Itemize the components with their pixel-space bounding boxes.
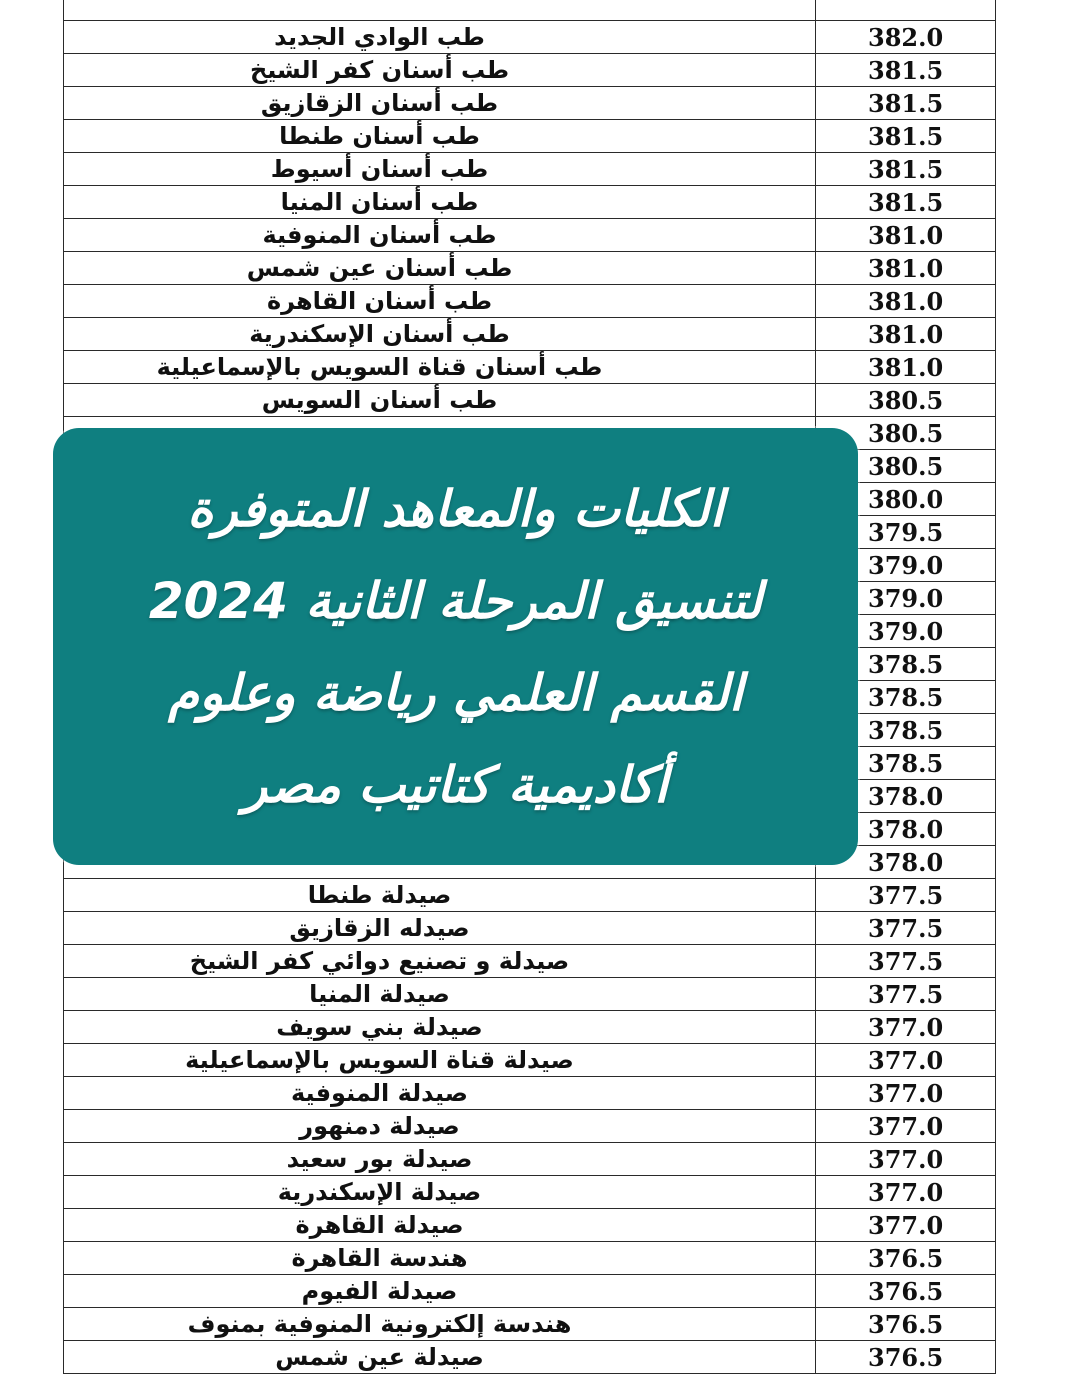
- table-row: [64, 1176, 996, 1209]
- table-row: [64, 1110, 996, 1143]
- score-cell: 377.5: [816, 978, 996, 1011]
- table-row: [64, 1044, 996, 1077]
- score-cell: 378.5: [816, 747, 996, 780]
- score-cell: 381.0: [816, 351, 996, 384]
- college-name-cell: صيدلة طنطا: [64, 879, 816, 912]
- table-row: [64, 1275, 996, 1308]
- table-row: [64, 0, 996, 21]
- table-row: [64, 186, 996, 219]
- table-row: [64, 1077, 996, 1110]
- table-row: [64, 1242, 996, 1275]
- table-row: [64, 1308, 996, 1341]
- score-cell: 377.5: [816, 879, 996, 912]
- college-name-cell: صيدلة الإسكندرية: [64, 1176, 816, 1209]
- table-row: [64, 285, 996, 318]
- table-row: [64, 153, 996, 186]
- college-name-cell: طب أسنان المنوفية: [64, 219, 816, 252]
- college-name-cell: طب أسنان طنطا: [64, 120, 816, 153]
- college-name-cell: طب أسنان القاهرة: [64, 285, 816, 318]
- table-row: [64, 384, 996, 417]
- college-name-cell: طب أسنان أسيوط: [64, 153, 816, 186]
- score-cell: 376.5: [816, 1308, 996, 1341]
- score-cell: 377.5: [816, 945, 996, 978]
- table-row: [64, 912, 996, 945]
- college-name-cell: طب الوادي الجديد: [64, 21, 816, 54]
- banner-line-4: أكاديمية كتاتيب مصر: [243, 755, 668, 814]
- score-cell: 381.5: [816, 186, 996, 219]
- score-cell: 378.0: [816, 813, 996, 846]
- table-row: [64, 1341, 996, 1374]
- score-cell: 377.0: [816, 1044, 996, 1077]
- college-name-cell: صيدله الزقازيق: [64, 912, 816, 945]
- score-cell: 377.0: [816, 1176, 996, 1209]
- table-row: [64, 351, 996, 384]
- score-cell: 377.0: [816, 1011, 996, 1044]
- table-row: [64, 1143, 996, 1176]
- score-cell: 379.0: [816, 582, 996, 615]
- college-name-cell: صيدلة قناة السويس بالإسماعيلية: [64, 1044, 816, 1077]
- title-banner: [53, 428, 858, 865]
- score-cell: 379.0: [816, 549, 996, 582]
- score-cell: 377.0: [816, 1110, 996, 1143]
- score-cell: 381.5: [816, 153, 996, 186]
- table-row: [64, 252, 996, 285]
- college-name-cell: صيدلة عين شمس: [64, 1341, 816, 1374]
- college-name-cell: طب أسنان كفر الشيخ: [64, 54, 816, 87]
- score-cell: 378.0: [816, 780, 996, 813]
- score-cell: 378.0: [816, 846, 996, 879]
- score-cell: [816, 0, 996, 21]
- college-name-cell: صيدلة و تصنيع دوائي كفر الشيخ: [64, 945, 816, 978]
- score-cell: 376.5: [816, 1341, 996, 1374]
- college-name-cell: طب أسنان الإسكندرية: [64, 318, 816, 351]
- college-name-cell: صيدلة الفيوم: [64, 1275, 816, 1308]
- score-cell: 379.0: [816, 615, 996, 648]
- score-cell: 378.5: [816, 648, 996, 681]
- score-cell: 380.5: [816, 384, 996, 417]
- score-cell: 377.0: [816, 1143, 996, 1176]
- score-cell: 376.5: [816, 1275, 996, 1308]
- score-cell: 380.0: [816, 483, 996, 516]
- table-row: [64, 87, 996, 120]
- table-row: [64, 21, 996, 54]
- college-name-cell: صيدلة المنوفية: [64, 1077, 816, 1110]
- score-cell: 382.0: [816, 21, 996, 54]
- college-name-cell: طب أسنان قناة السويس بالإسماعيلية: [64, 351, 816, 384]
- score-cell: 378.5: [816, 681, 996, 714]
- college-name-cell: صيدلة المنيا: [64, 978, 816, 1011]
- table-row: [64, 1209, 996, 1242]
- college-name-cell: صيدلة بور سعيد: [64, 1143, 816, 1176]
- score-cell: 381.5: [816, 120, 996, 153]
- college-name-cell: صيدلة بني سويف: [64, 1011, 816, 1044]
- table-row: [64, 219, 996, 252]
- score-cell: 376.5: [816, 1242, 996, 1275]
- banner-line-1: الكليات والمعاهد المتوفرة: [187, 479, 724, 538]
- college-name-cell: طب أسنان الزقازيق: [64, 87, 816, 120]
- banner-line-2: لتنسيق المرحلة الثانية 2024: [148, 571, 763, 630]
- college-name-cell: طب أسنان السويس: [64, 384, 816, 417]
- table-row: [64, 120, 996, 153]
- banner-line-3: القسم العلمي رياضة وعلوم: [168, 663, 743, 722]
- college-name-cell: هندسة القاهرة: [64, 1242, 816, 1275]
- score-cell: 381.5: [816, 54, 996, 87]
- score-cell: 380.5: [816, 450, 996, 483]
- table-row: [64, 54, 996, 87]
- score-cell: 381.0: [816, 252, 996, 285]
- score-cell: 380.5: [816, 417, 996, 450]
- college-name-cell: صيدلة دمنهور: [64, 1110, 816, 1143]
- score-cell: 377.5: [816, 912, 996, 945]
- college-name-cell: هندسة إلكترونية المنوفية بمنوف: [64, 1308, 816, 1341]
- table-row: [64, 1011, 996, 1044]
- score-cell: 378.5: [816, 714, 996, 747]
- table-row: [64, 945, 996, 978]
- score-cell: 381.0: [816, 285, 996, 318]
- score-cell: 381.0: [816, 318, 996, 351]
- score-cell: 377.0: [816, 1209, 996, 1242]
- score-cell: 381.0: [816, 219, 996, 252]
- college-name-cell: صيدلة القاهرة: [64, 1209, 816, 1242]
- score-cell: 381.5: [816, 87, 996, 120]
- table-row: [64, 879, 996, 912]
- college-name-cell: [64, 0, 816, 21]
- college-name-cell: طب أسنان المنيا: [64, 186, 816, 219]
- table-row: [64, 318, 996, 351]
- college-name-cell: طب أسنان عين شمس: [64, 252, 816, 285]
- table-row: [64, 978, 996, 1011]
- score-cell: 379.5: [816, 516, 996, 549]
- score-cell: 377.0: [816, 1077, 996, 1110]
